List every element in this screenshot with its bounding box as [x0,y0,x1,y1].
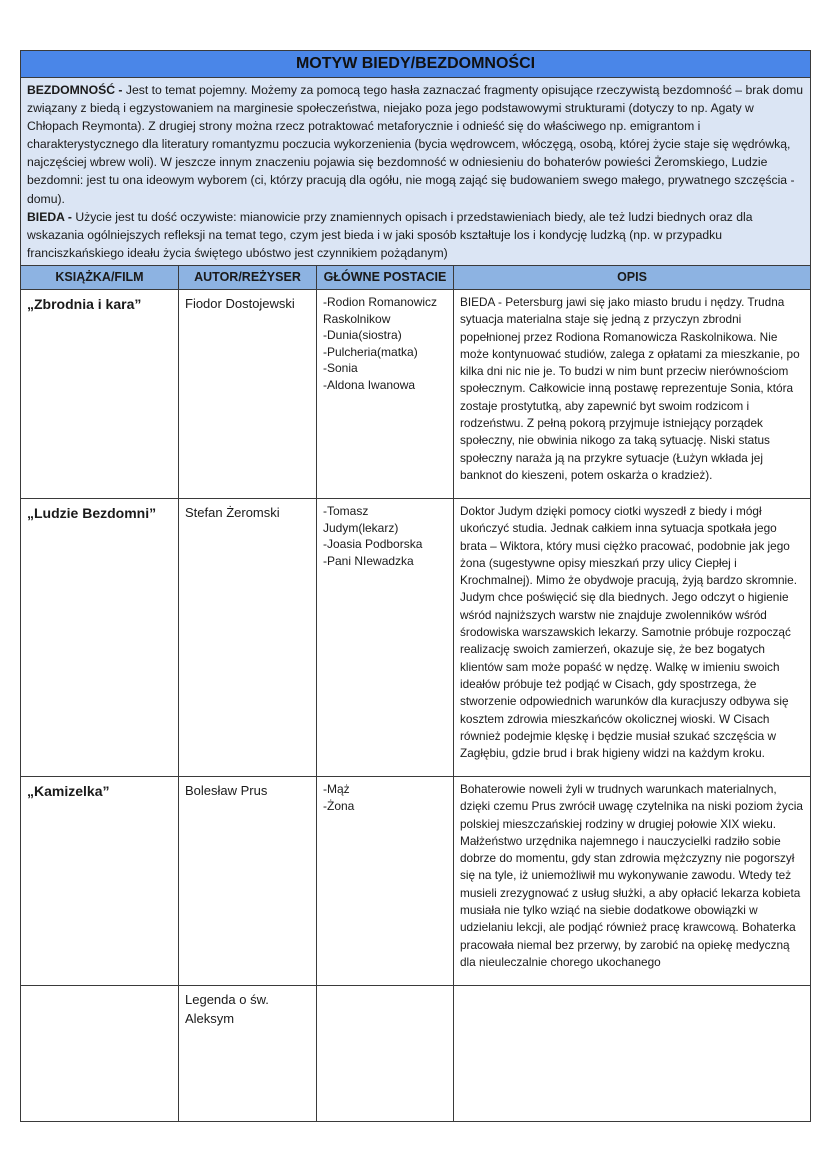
description: Doktor Judym dzięki pomocy ciotki wyszedł z biedy i mógł ukończyć studia. Jednak całkiem inna sytuacja spotkała jego brata – Wiktora, który musi ciężko pracować, podobnie jak jego żona (sugestywne opisy mieszkań przy ulicy Ciepłej i Krochmalnej). Mimo że obydwoje pracują, żyją bardzo skromnie. Judym chce poświęcić się dla biednych. Jego odczyt o higienie wśród najniższych warstw nie znajduje zwolenników wśród środowiska warszawskich lekarzy. Samotnie próbuje rozpocząć realizację swoich zamierzeń, okazuje się, że bez bogatych klientów sam może popaść w nędzę. Walkę w imieniu swoich ideałów próbuje też podjąć w Cisach, gdy spostrzega, że stworzenie odpowiednich warunków dla kuracjuszy odbywa się kosztem zdrowia mieszkańców okolicznej wioski. W Cisach również podejmie klęskę i będzie musiał szukać szczęścia w Zagłębiu, gdzie brud i brak higieny widzi na każdym kroku. [454,498,811,776]
table-row [21,776,811,985]
table-row [21,498,811,776]
motif-table [20,50,811,1122]
table-row [21,985,811,1121]
motif-sheet [20,50,810,1122]
author: Stefan Żeromski [179,498,317,776]
characters [317,289,454,498]
intro-bezdomnosc [27,81,804,208]
header-book: KSIĄŻKA/FILM [21,265,179,289]
author: Bolesław Prus [179,776,317,985]
book-title: „Kamizelka” [21,776,179,985]
book-title [21,985,179,1121]
description: Bohaterowie noweli żyli w trudnych warunkach materialnych, dzięki czemu Prus zwrócił uwagę czytelnika na niski poziom życia polskiej mieszczańskiej rodziny w drugiej połowie XIX wieku. Małżeństwo urzędnika najemnego i nauczycielki radziło sobie dobrze do momentu, gdy stan zdrowia mężczyzny nie pogorszył się na tyle, iż uniemożliwił mu wykonywanie zawodu. Wtedy też musieli zrezygnować z usług służki, a aby opłacić lekarza kobieta musiała nie tylko wziąć na siebie dodatkowe obowiązki w udzielaniu lekcji, ale podjąć również pracę krawcową. Bohaterka pracowała niemal bez przerwy, by zarobić na opiekę medyczną dla nieuleczalnie chorego ukochanego [454,776,811,985]
author: Legenda o św. Aleksym [179,985,317,1121]
bezdomnosc-label: BEZDOMNOŚĆ - [27,83,123,97]
book-title: „Zbrodnia i kara” [21,289,179,498]
page-title: MOTYW BIEDY/BEZDOMNOŚCI [21,51,811,78]
header-characters: GŁÓWNE POSTACIE [317,265,454,289]
description: BIEDA - Petersburg jawi się jako miasto brudu i nędzy. Trudna sytuacja materialna staje się jedną z przyczyn zbrodni popełnionej przez Rodiona Romanowicza Raskolnikowa. Nie może kontynuować studiów, zalega z opłatami za mieszkanie, po kilka dni nic nie je. To budzi w nim bunt przeciw nierównościom społecznym. Całkowicie inną postawę reprezentuje Sonia, która zostaje prostytutką, aby zapewnić byt swoim rodzicom i rodzeństwu. Z pełną pokorą przyjmuje istniejący porządek społeczny, nie obwinia nikogo za taką sytuację. Niski status społeczny naraża ją na przykre sytuacje (Łużyn wkłada jej banknot do kieszeni, potem oskarża o kradzież). [454,289,811,498]
header-author: AUTOR/REŻYSER [179,265,317,289]
author: Fiodor Dostojewski [179,289,317,498]
book-title: „Ludzie Bezdomni” [21,498,179,776]
characters [317,776,454,985]
intro-bieda [27,208,804,262]
characters [317,498,454,776]
characters [317,985,454,1121]
intro-box [21,78,811,266]
bezdomnosc-text: Jest to temat pojemny. Możemy za pomocą tego hasła zaznaczać fragmenty opisujące rzeczywistą bezdomność – brak domu związany z biedą i egzystowaniem na marginesie społeczeństwa, niejako poza jego podstawowymi strukturami (dotyczy to np. Agaty w Chłopach Reymonta). Z drugiej strony można rzecz potraktować metaforycznie i odnieść się do właściwego np. emigrantom i charakterystycznego dla literatury romantyzmu poczucia wykorzenienia (bycia wędrowcem, włóczęgą, osobą, której życie staje się wędrówką, najczęściej wbrew woli). W jeszcze innym znaczeniu pojawia się bezdomność w odniesieniu do bohaterów powieści Żeromskiego, Ludzie bezdomni: jest tu ona ideowym wyborem (ci, którzy pracują dla ogółu, nie mogą zająć się budowaniem swego małego, prywatnego szczęścia - domu). [27,83,804,206]
description [454,985,811,1121]
table-row [21,289,811,498]
bieda-text: Użycie jest tu dość oczywiste: mianowicie przy znamiennych opisach i przedstawieniach biedy, ale też ludzi biednych oraz dla wskazania ogólniejszych refleksji na temat tego, czym jest bieda i w jaki sposób kształtuje los i kondycję ludzką (np. w przypadku franciszkańskiego ideału życia świętego ubóstwo jest czynnikiem pożądanym) [27,209,753,260]
characters-list: -Tomasz Judym(lekarz) -Joasia Podborska -Pani NIewadzka [323,503,423,568]
characters-list: -Mąż -Żona [323,781,355,813]
characters-list: -Rodion Romanowicz Raskolnikow -Dunia(siostra) -Pulcheria(matka) -Sonia -Aldona Iwanowa [323,294,438,392]
bieda-label: BIEDA - [27,209,72,224]
table-header [21,265,811,289]
header-description: OPIS [454,265,811,289]
